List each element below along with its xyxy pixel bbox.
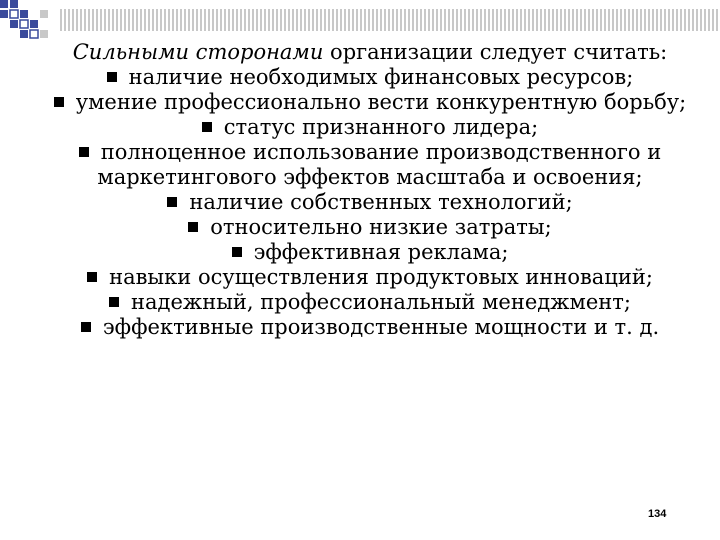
list-item-text: полноценное использование производственного и маркетингового эффектов масштаба и освоения; [97,140,662,189]
square-bullet-icon [109,297,119,307]
square-bullet-icon [81,322,91,332]
list-item-text: умение профессионально вести конкурентную борьбу; [75,90,687,114]
list-item-text: наличие необходимых финансовых ресурсов; [128,65,634,89]
list-item [40,65,700,90]
list-item [40,290,700,315]
square-bullet-icon [107,72,117,82]
list-item [40,190,700,215]
list-item-text: надежный, профессиональный менеджмент; [131,290,631,314]
square-bullet-icon [54,97,64,107]
list-item [40,90,700,115]
list-item-text: эффективная реклама; [253,240,509,264]
square-bullet-icon [167,197,177,207]
list-item-text: относительно низкие затраты; [210,215,552,239]
square-bullet-icon [202,122,212,132]
title-bar-decoration [60,9,720,31]
square-bullet-icon [232,247,242,257]
list-item [40,140,700,190]
slide-body [40,40,700,340]
list-item [40,265,700,290]
square-bullet-icon [188,222,198,232]
list-item [40,115,700,140]
square-bullet-icon [79,147,89,157]
list-item-text: навыки осуществления продуктовых инноваций; [109,265,653,289]
intro-emphasis: Сильными сторонами [72,40,324,64]
list-item [40,215,700,240]
intro-rest: организации следует считать: [323,40,668,64]
square-bullet-icon [87,272,97,282]
intro-text [40,40,700,65]
list-item-text: наличие собственных технологий; [189,190,573,214]
list-item [40,240,700,265]
list-item-text: статус признанного лидера; [223,115,539,139]
list-item [40,315,700,340]
list-item-text: эффективные производственные мощности и т. д. [102,315,660,339]
corner-decoration [0,0,60,40]
slide-number: 134 [648,508,667,520]
